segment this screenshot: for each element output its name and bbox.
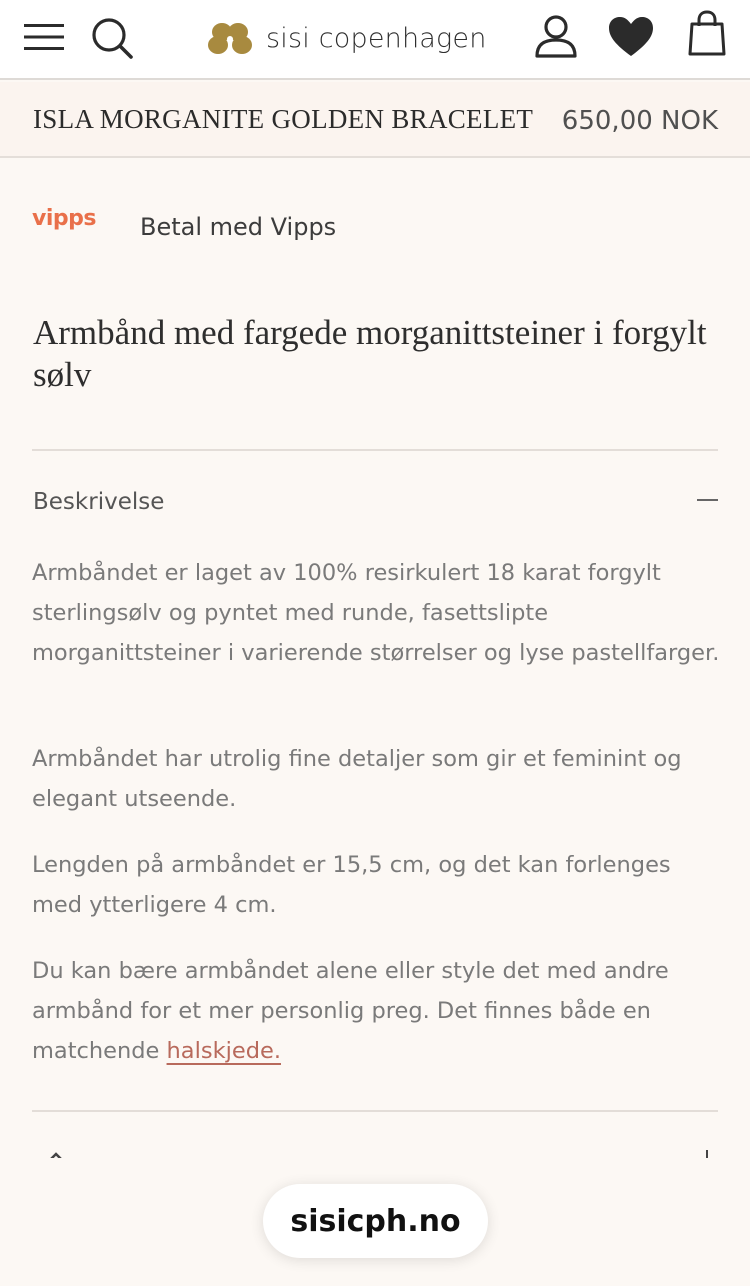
brand-logo[interactable] bbox=[206, 18, 487, 58]
divider bbox=[32, 449, 718, 451]
menu-icon[interactable] bbox=[24, 22, 64, 52]
necklace-link[interactable]: halskjede. bbox=[166, 1038, 281, 1064]
search-icon[interactable] bbox=[90, 16, 134, 60]
brand-name: sisi copenhagen bbox=[266, 22, 487, 54]
wishlist-heart-icon[interactable] bbox=[608, 16, 654, 58]
description-paragraph: Armbåndet er laget av 100% resirkulert 18 karat forgylt sterlingsølv og pyntet med runde, fasettslipte morganittsteiner i varierende størrelser og lyse pastellfarger. bbox=[32, 560, 720, 666]
cart-bag-icon[interactable] bbox=[688, 10, 726, 56]
divider bbox=[32, 1110, 718, 1112]
description-paragraph: Armbåndet har utrolig fine detaljer som gir et feminint og elegant utseende. bbox=[32, 746, 682, 812]
description-paragraph: Du kan bære armbåndet alene eller style det med andre armbånd for et mer personlig preg. Det finnes både en matchende halskjede. bbox=[32, 958, 669, 1064]
product-title: ISLA MORGANITE GOLDEN BRACELET bbox=[33, 104, 534, 134]
vipps-pay-button[interactable]: Betal med Vipps bbox=[140, 213, 337, 241]
description-paragraph: Lengden på armbåndet er 15,5 cm, og det kan forlenges med ytterligere 4 cm. bbox=[32, 852, 671, 918]
vipps-logo[interactable]: vipps bbox=[32, 206, 96, 231]
collapse-minus-icon[interactable] bbox=[697, 499, 718, 501]
browser-url-bar[interactable] bbox=[263, 1184, 488, 1258]
product-sticky-bar bbox=[0, 82, 750, 158]
url-text: sisicph.no bbox=[290, 1203, 461, 1239]
product-subtitle: Armbånd med fargede morganittsteiner i forgylt sølv bbox=[33, 313, 707, 394]
product-price: 650,00 NOK bbox=[561, 106, 718, 136]
clover-logo-icon bbox=[206, 21, 254, 55]
account-icon[interactable] bbox=[534, 14, 578, 58]
accordion-title-description[interactable]: Beskrivelse bbox=[33, 489, 165, 515]
site-header bbox=[0, 0, 750, 80]
